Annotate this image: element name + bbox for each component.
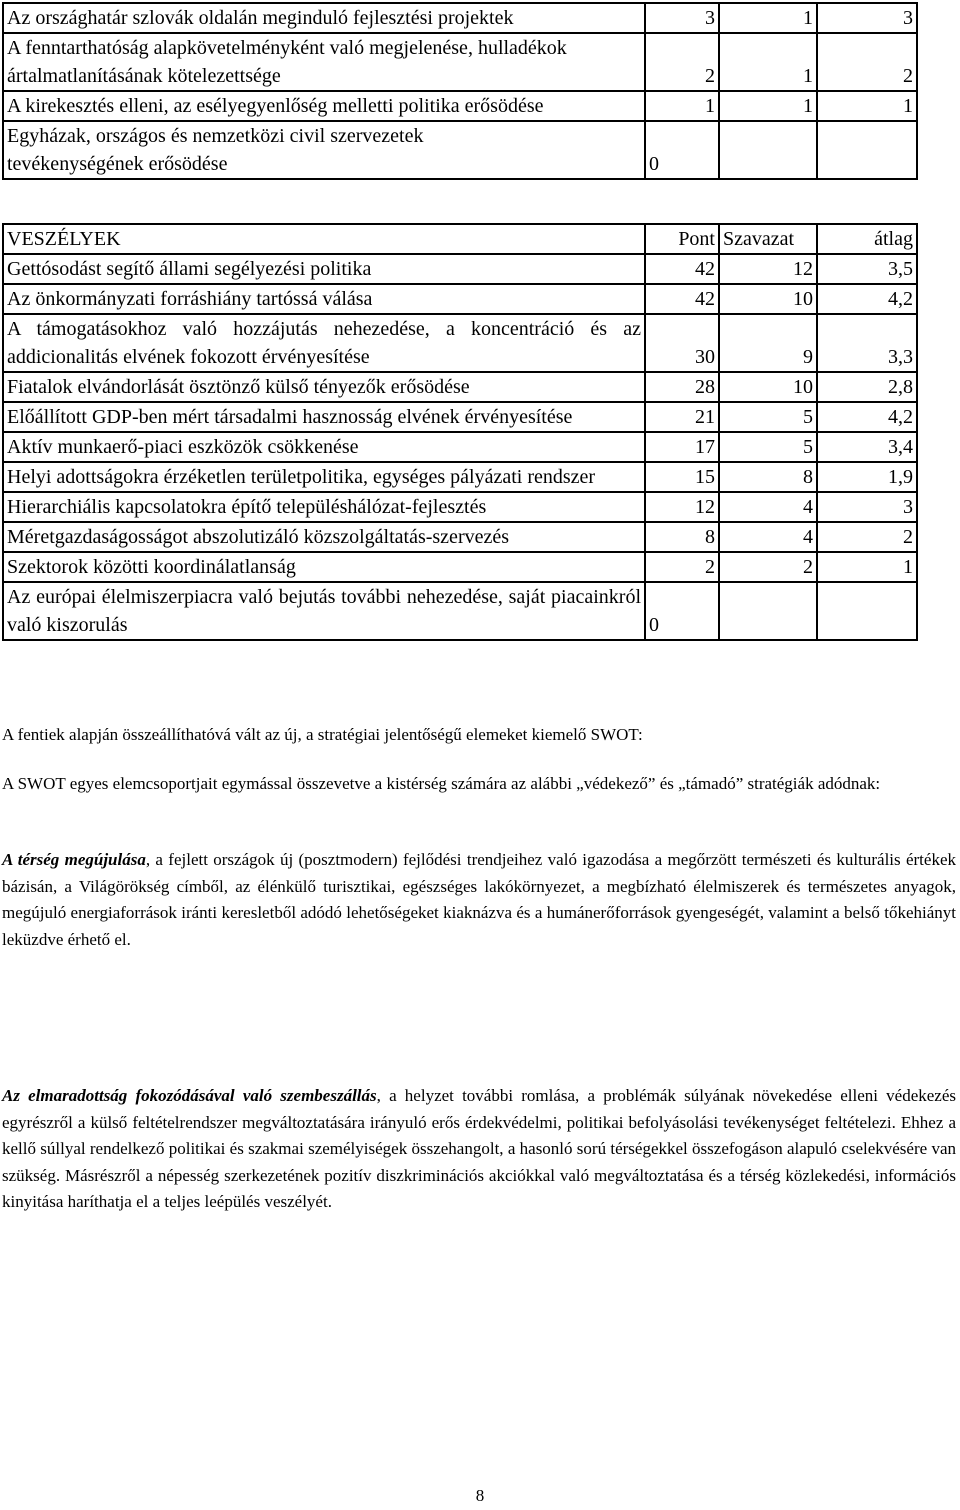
table-row <box>3 552 917 582</box>
table-row <box>3 462 917 492</box>
row-atlag: 3,5 <box>817 254 917 284</box>
table-row <box>3 522 917 552</box>
row-label: Helyi adottságokra érzéketlen területpolitika, egységes pályázati rendszer <box>3 462 645 492</box>
row-szavazat: 4 <box>719 492 817 522</box>
row-label: A kirekesztés elleni, az esélyegyenlőség melletti politika erősödése <box>3 91 645 121</box>
row-label: A fenntarthatóság alapkövetelményként való megjelenése, hulladékok ártalmatlanításának kötelezettsége <box>3 33 645 91</box>
table-row <box>3 3 917 33</box>
table-row <box>3 492 917 522</box>
defense-heading: Az elmaradottság fokozódásával való szembeszállás <box>2 1086 377 1105</box>
row-atlag: 1 <box>817 91 917 121</box>
row-label: Méretgazdaságosságot abszolutizáló közszolgáltatás-szervezés <box>3 522 645 552</box>
row-pont: 21 <box>645 402 719 432</box>
row-szavazat: 8 <box>719 462 817 492</box>
row-label: Az önkormányzati forráshiány tartóssá válása <box>3 284 645 314</box>
row-label: Szektorok közötti koordinálatlanság <box>3 552 645 582</box>
row-pont: 0 <box>645 582 719 640</box>
row-label: A támogatásokhoz való hozzájutás nehezedése, a koncentráció és az addicionalitás elvének fokozott érvényesítése <box>3 314 645 372</box>
col-header-pont: Pont <box>645 224 719 254</box>
row-label: Gettósodást segítő állami segélyezési politika <box>3 254 645 284</box>
row-szavazat: 1 <box>719 3 817 33</box>
row-label: Egyházak, országos és nemzetközi civil szervezetek tevékenységének erősödése <box>3 121 645 179</box>
table-row <box>3 432 917 462</box>
row-atlag: 1,9 <box>817 462 917 492</box>
row-atlag: 2,8 <box>817 372 917 402</box>
renewal-heading: A térség megújulása <box>2 850 146 869</box>
row-pont: 0 <box>645 121 719 179</box>
strategy-intro-paragraph: A SWOT egyes elemcsoportjait egymással összevetve a kistérség számára az alábbi „védekező” és „támadó” stratégiák adódnak: <box>2 774 881 793</box>
row-szavazat: 10 <box>719 284 817 314</box>
row-szavazat <box>719 582 817 640</box>
row-label: Előállított GDP-ben mért társadalmi hasznosság elvének érvényesítése <box>3 402 645 432</box>
table-row <box>3 33 917 91</box>
row-pont: 3 <box>645 3 719 33</box>
table-header-row <box>3 224 917 254</box>
row-atlag: 1 <box>817 552 917 582</box>
row-pont: 42 <box>645 284 719 314</box>
col-header-atlag: átlag <box>817 224 917 254</box>
row-szavazat: 12 <box>719 254 817 284</box>
row-atlag: 3 <box>817 492 917 522</box>
row-pont: 8 <box>645 522 719 552</box>
threats-table <box>2 223 918 641</box>
row-atlag: 4,2 <box>817 402 917 432</box>
defense-paragraph <box>2 1083 956 1216</box>
row-pont: 1 <box>645 91 719 121</box>
row-label: Aktív munkaerő-piaci eszközök csökkenése <box>3 432 645 462</box>
swot-intro-paragraph: A fentiek alapján összeállíthatóvá vált az új, a stratégiai jelentőségű elemeket kiemelő SWOT: <box>2 725 643 744</box>
table-row <box>3 284 917 314</box>
row-label: Az európai élelmiszerpiacra való bejutás további nehezedése, saját piacainkról való kiszorulás <box>3 582 645 640</box>
table-row <box>3 314 917 372</box>
table-row <box>3 254 917 284</box>
row-pont: 28 <box>645 372 719 402</box>
row-szavazat: 1 <box>719 91 817 121</box>
renewal-text: , a fejlett országok új (posztmodern) fejlődési trendjeihez való igazodása a megőrzött természeti és kulturális értékek bázisán, a Világörökség címből, az élénkülő turisztikai, egészséges lakókörnyezet, a megbízható élelmiszerek és természetes anyagok, megújuló energiaforrások iránti keresletből adódó lehetőségeket kiaknázva és a humánerőforrások gyengeségét, valamint a belső tőkehiányt leküzdve érhető el. <box>2 850 956 949</box>
row-szavazat: 5 <box>719 432 817 462</box>
row-pont: 2 <box>645 552 719 582</box>
page-number: 8 <box>475 1486 485 1505</box>
row-pont: 2 <box>645 33 719 91</box>
row-szavazat: 5 <box>719 402 817 432</box>
row-atlag: 3,4 <box>817 432 917 462</box>
table-row <box>3 121 917 179</box>
row-pont: 17 <box>645 432 719 462</box>
row-pont: 12 <box>645 492 719 522</box>
row-atlag <box>817 121 917 179</box>
row-pont: 15 <box>645 462 719 492</box>
table-row <box>3 582 917 640</box>
row-label: Az országhatár szlovák oldalán meginduló fejlesztési projektek <box>3 3 645 33</box>
row-szavazat: 4 <box>719 522 817 552</box>
row-szavazat <box>719 121 817 179</box>
row-atlag: 2 <box>817 33 917 91</box>
threats-title: VESZÉLYEK <box>3 224 645 254</box>
row-atlag <box>817 582 917 640</box>
table-row <box>3 91 917 121</box>
row-szavazat: 10 <box>719 372 817 402</box>
row-atlag: 4,2 <box>817 284 917 314</box>
row-pont: 42 <box>645 254 719 284</box>
row-label: Hierarchiális kapcsolatokra építő településhálózat-fejlesztés <box>3 492 645 522</box>
row-pont: 30 <box>645 314 719 372</box>
row-atlag: 3,3 <box>817 314 917 372</box>
col-header-szavazat: Szavazat <box>719 224 817 254</box>
table-row <box>3 402 917 432</box>
row-atlag: 3 <box>817 3 917 33</box>
opportunities-table <box>2 2 918 180</box>
row-label: Fiatalok elvándorlását ösztönző külső tényezők erősödése <box>3 372 645 402</box>
renewal-paragraph <box>2 847 956 953</box>
defense-text: , a helyzet további romlása, a problémák súlyának növekedése elleni védekezés egyrészről a külső feltételrendszer megváltoztatására irányuló erős érdekvédelmi, politikai befolyásolási tevékenységet feltételezi. Ehhez a kellő súllyal rendelkező politikai és szakmai személyiségek összehangolt, a hasonló sorú térségekkel összefogáson alapuló cselekvésére van szükség. Másrészről a népesség szerkezetének pozitív diszkriminációs akciókkal való megváltoztatása és a térség közlekedési, információs kinyitása haríthatja el a teljes leépülés veszélyét. <box>2 1086 956 1211</box>
table-row <box>3 372 917 402</box>
row-szavazat: 9 <box>719 314 817 372</box>
row-szavazat: 1 <box>719 33 817 91</box>
row-atlag: 2 <box>817 522 917 552</box>
row-szavazat: 2 <box>719 552 817 582</box>
